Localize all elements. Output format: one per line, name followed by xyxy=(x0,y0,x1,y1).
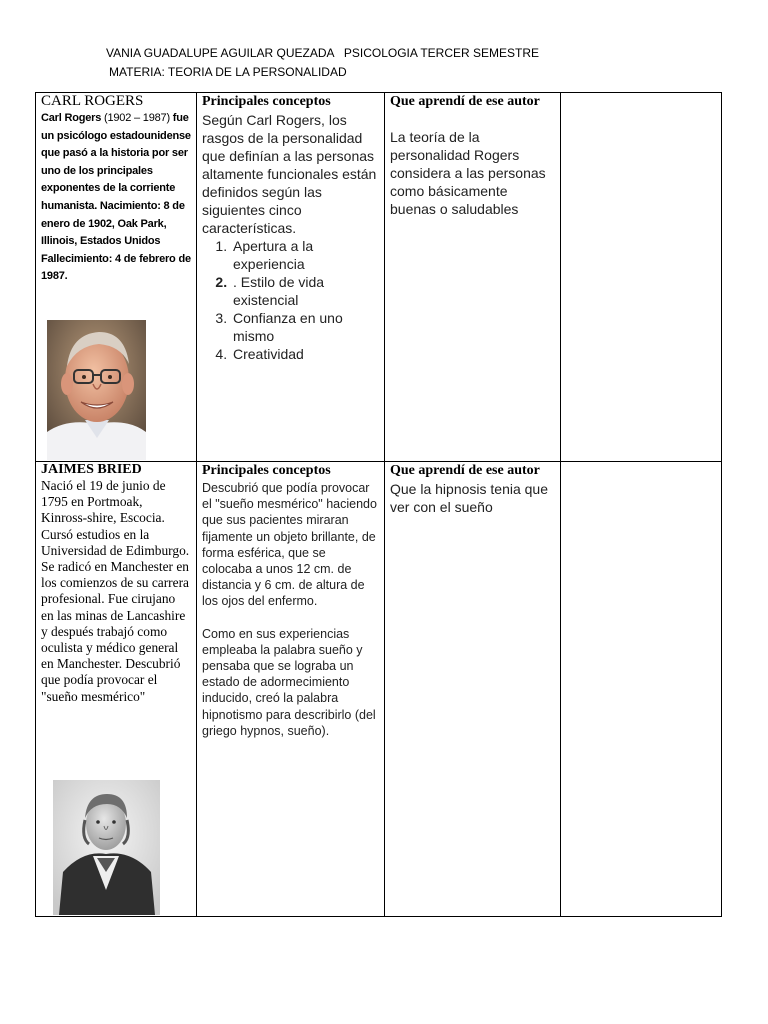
concepts-intro: Según Carl Rogers, los rasgos de la personalidad que definían a las personas altamente funcionales están definidos según las siguientes cinco características. xyxy=(202,112,377,236)
learned-text: Que la hipnosis tenia que ver con el sueño xyxy=(390,481,548,515)
concepts-heading: Principales conceptos xyxy=(202,463,331,478)
list-item: 1. Apertura a la experiencia xyxy=(231,237,379,273)
author-name: JAIMES BRIED xyxy=(41,462,142,477)
concepts-cell xyxy=(197,93,385,462)
learned-cell xyxy=(385,462,561,917)
learned-heading: Que aprendí de ese autor xyxy=(390,94,540,109)
header-student-line: VANIA GUADALUPE AGUILAR QUEZADA PSICOLOGIA TERCER SEMESTRE xyxy=(106,46,540,60)
list-item: 2. . Estilo de vida existencial xyxy=(231,273,379,309)
list-item: 4. Creatividad xyxy=(231,345,379,363)
concepts-heading: Principales conceptos xyxy=(202,94,331,109)
author-name: CARL ROGERS xyxy=(41,93,144,109)
learned-text: La teoría de la personalidad Rogers considera a las personas como básicamente buenas o saludables xyxy=(390,129,546,217)
header-subject-line: MATERIA: TEORIA DE LA PERSONALIDAD xyxy=(109,65,347,79)
portrait-engraving-icon xyxy=(53,780,160,915)
concepts-paragraph: Descubrió que podía provocar el "sueño mesmérico" haciendo que sus pacientes miraran fijamente un objeto brillante, de forma esférica, que se colocaba a unos 12 cm. de distancia y 6 cm. de altura de los ojos del enfermo. xyxy=(202,481,377,609)
portrait-photo-icon xyxy=(47,320,146,460)
author-bio: Carl Rogers (1902 – 1987) fue un psicólogo estadounidense que pasó a la historia por ser uno de los principales exponentes de la corriente humanista. Nacimiento: 8 de enero de 1902, Oak Park, Illinois, Estados Unidos Fallecimiento: 4 de febrero de 1987. xyxy=(41,112,191,283)
empty-cell xyxy=(561,93,722,462)
concepts-list xyxy=(202,237,379,363)
list-item: 3. Confianza en uno mismo xyxy=(231,309,379,345)
empty-cell xyxy=(561,462,722,917)
learned-heading: Que aprendí de ese autor xyxy=(390,463,540,478)
concepts-paragraph: Como en sus experiencias empleaba la palabra sueño y pensaba que se lograba un estado de adormecimiento inducido, creó la palabra hipnotismo para describirlo (del griego hypnos, sueño). xyxy=(202,626,376,738)
learned-cell xyxy=(385,93,561,462)
author-bio: Nació el 19 de junio de 1795 en Portmoak, Kinross-shire, Escocia. Cursó estudios en la Universidad de Edimburgo. Se radicó en Manchester en los comienzos de su carrera profesional. Fue cirujano en las minas de Lancashire y después trabajó como oculista y médico general en Manchester. Descubrió que podía provocar el "sueño mesmérico" xyxy=(41,478,190,704)
concepts-cell xyxy=(197,462,385,917)
